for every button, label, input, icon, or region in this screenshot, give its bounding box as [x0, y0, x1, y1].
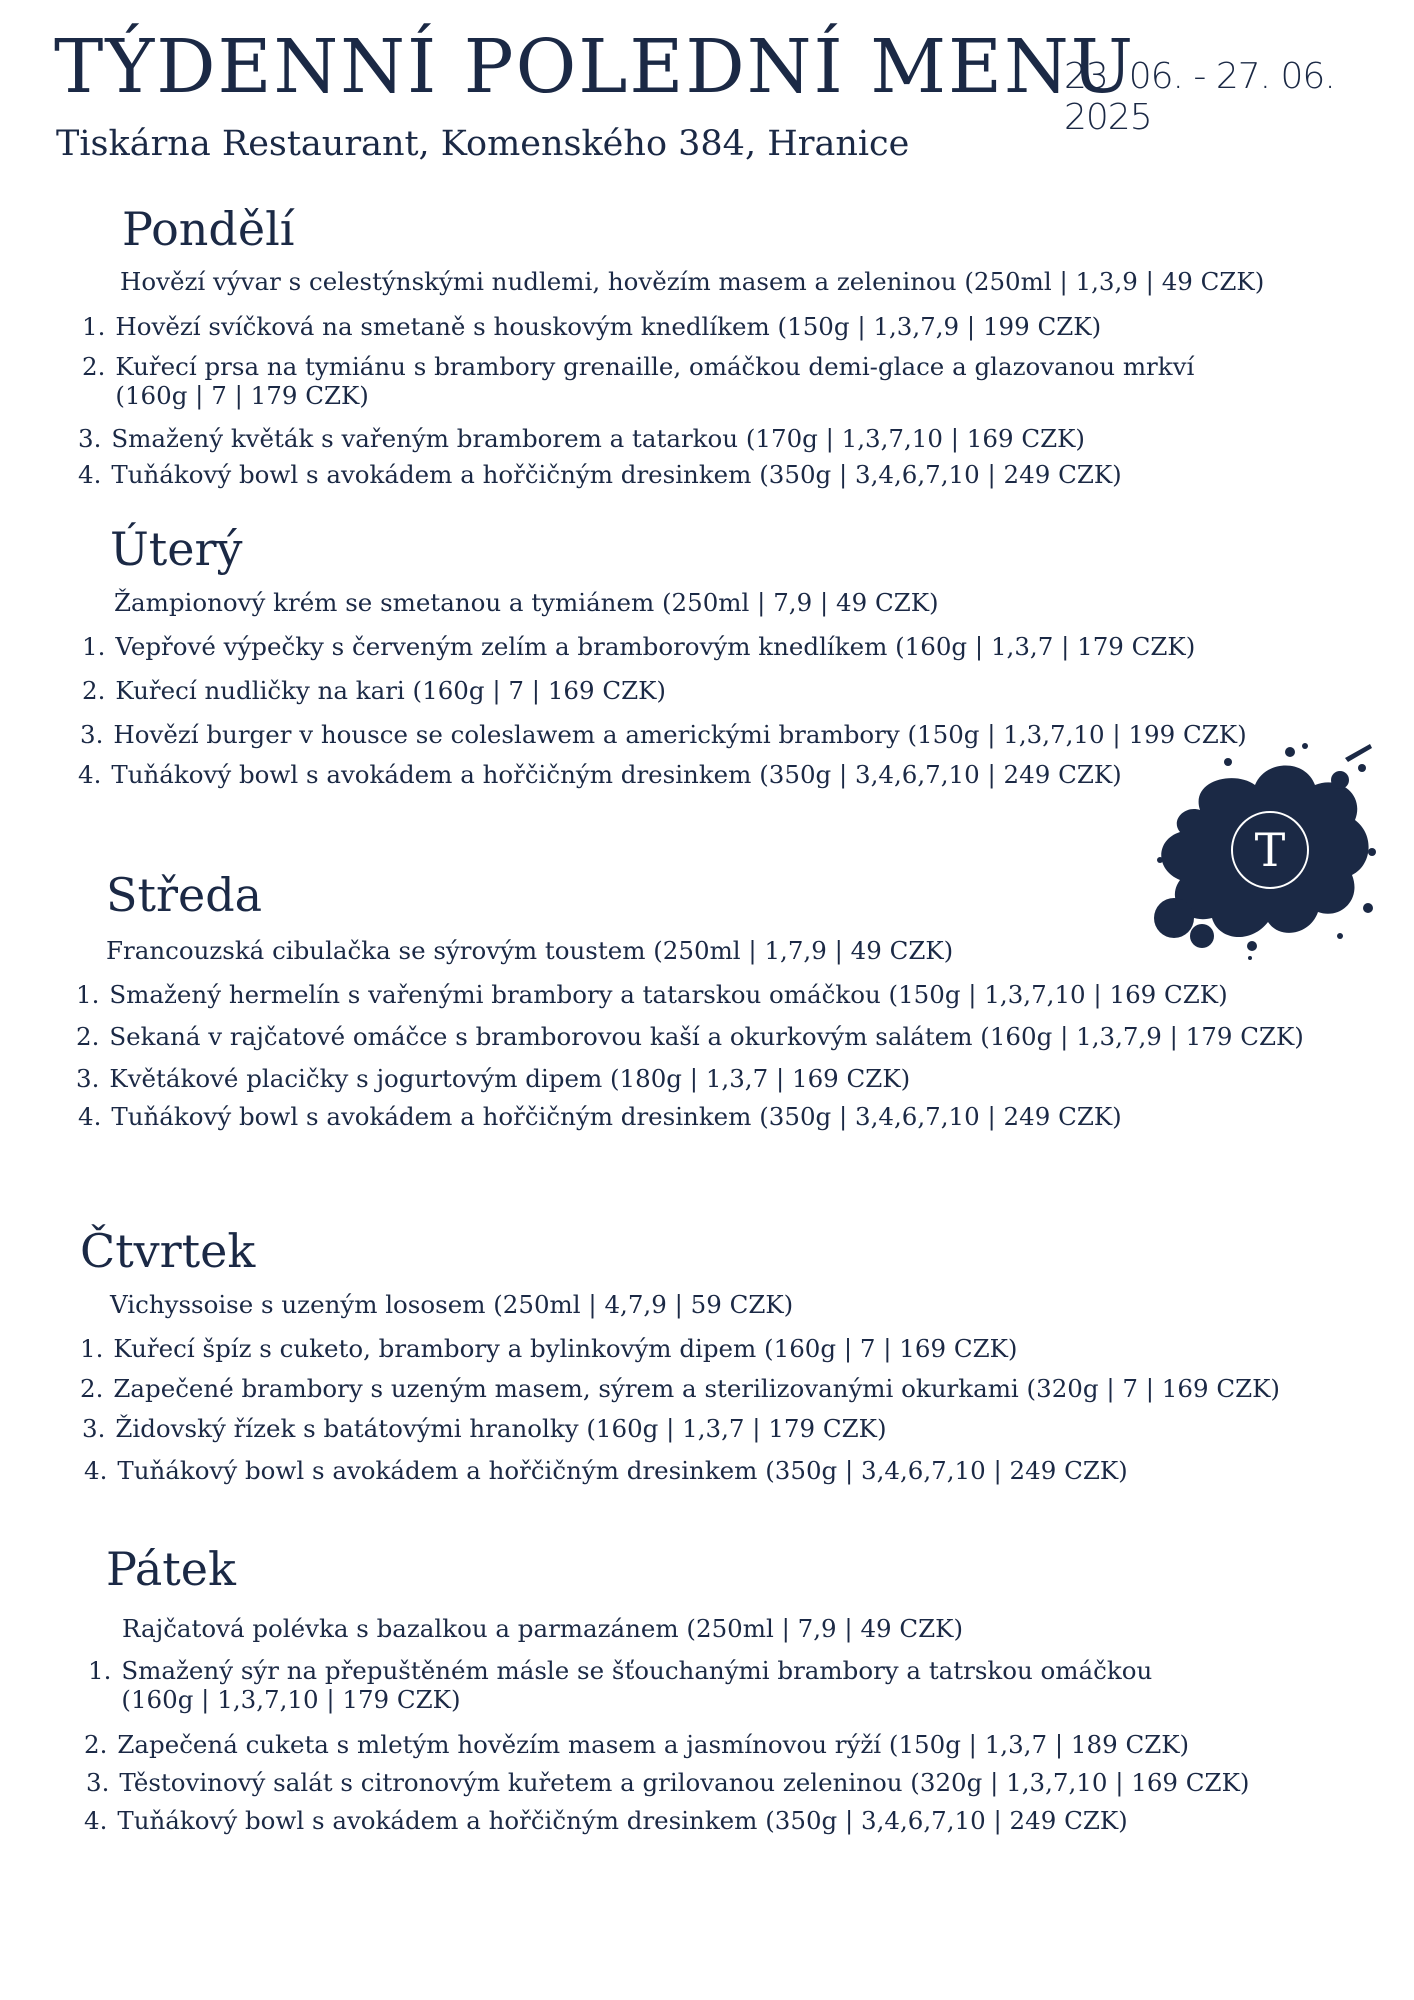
menu-item [82, 312, 1101, 341]
item-number: 1. [76, 980, 100, 1009]
soup-monday: Hovězí vývar s celestýnskými nudlemi, hovězím masem a zeleninou (250ml | 1,3,9 | 49 CZK) [120, 267, 1265, 296]
soup-thursday: Vichyssoise s uzeným lososem (250ml | 4,7,9 | 59 CZK) [110, 1290, 794, 1319]
menu-item [82, 1414, 887, 1443]
item-number: 4. [78, 460, 102, 489]
menu-item [80, 720, 1247, 749]
menu-item [88, 1656, 1152, 1715]
day-heading-wednesday: Středa [106, 868, 263, 922]
item-number: 3. [78, 424, 102, 453]
soup-wednesday: Francouzská cibulačka se sýrovým toustem (250ml | 1,7,9 | 49 CZK) [106, 936, 954, 965]
item-text: Hovězí svíčková na smetaně s houskovým knedlíkem (150g | 1,3,7,9 | 199 CZK) [115, 312, 1102, 341]
item-number: 3. [86, 1768, 110, 1797]
item-text-continued: (160g | 7 | 179 CZK) [115, 381, 369, 411]
menu-item [84, 1730, 1189, 1759]
item-number: 2. [82, 352, 106, 381]
item-text-continued: (160g | 1,3,7,10 | 179 CZK) [121, 1685, 461, 1715]
item-text: Tuňákový bowl s avokádem a hořčičným dresinkem (350g | 3,4,6,7,10 | 249 CZK) [111, 1102, 1122, 1131]
menu-item [78, 760, 1122, 789]
menu-item [80, 1374, 1280, 1403]
day-heading-monday: Pondělí [122, 202, 295, 256]
item-text: Tuňákový bowl s avokádem a hořčičným dresinkem (350g | 3,4,6,7,10 | 249 CZK) [111, 460, 1122, 489]
soup-friday: Rajčatová polévka s bazalkou a parmazánem (250ml | 7,9 | 49 CZK) [122, 1614, 964, 1643]
soup-tuesday: Žampionový krém se smetanou a tymiánem (250ml | 7,9 | 49 CZK) [114, 588, 939, 617]
day-heading-friday: Pátek [106, 1542, 236, 1596]
item-number: 1. [82, 312, 106, 341]
menu-item [76, 1064, 910, 1093]
item-number: 4. [78, 1102, 102, 1131]
item-text: Tuňákový bowl s avokádem a hořčičným dresinkem (350g | 3,4,6,7,10 | 249 CZK) [117, 1456, 1128, 1485]
item-text: Sekaná v rajčatové omáčce s bramborovou kaší a okurkovým salátem (160g | 1,3,7,9 | 179 CZK) [109, 1022, 1304, 1051]
item-text: Kuřecí prsa na tymiánu s brambory grenaille, omáčkou demi-glace a glazovanou mrkví [115, 352, 1195, 381]
menu-item [78, 424, 1085, 453]
item-text: Tuňákový bowl s avokádem a hořčičným dresinkem (350g | 3,4,6,7,10 | 249 CZK) [111, 760, 1122, 789]
item-number: 1. [88, 1656, 112, 1685]
menu-item [76, 1022, 1304, 1051]
item-text: Smažený květák s vařeným bramborem a tatarkou (170g | 1,3,7,10 | 169 CZK) [111, 424, 1085, 453]
item-text: Zapečená cuketa s mletým hovězím masem a jasmínovou rýží (150g | 1,3,7 | 189 CZK) [117, 1730, 1190, 1759]
menu-item [82, 632, 1195, 661]
item-number: 4. [84, 1806, 108, 1835]
item-number: 2. [80, 1374, 104, 1403]
item-number: 4. [78, 760, 102, 789]
item-text: Smažený sýr na přepuštěném másle se šťouchanými brambory a tatrskou omáčkou [121, 1656, 1153, 1685]
item-number: 2. [84, 1730, 108, 1759]
page-title: TÝDENNÍ POLEDNÍ MENU [54, 24, 1136, 110]
menu-item [82, 352, 1194, 411]
day-heading-tuesday: Úterý [110, 522, 243, 576]
day-heading-thursday: Čtvrtek [80, 1224, 256, 1278]
menu-item [82, 676, 666, 705]
menu-item [84, 1806, 1128, 1835]
item-text: Kuřecí špíz s cuketo, brambory a bylinkovým dipem (160g | 7 | 169 CZK) [113, 1334, 1018, 1363]
date-range: 23. 06. - 27. 06. 2025 [1064, 56, 1335, 138]
menu-item [84, 1456, 1128, 1485]
item-text: Zapečené brambory s uzeným masem, sýrem a sterilizovanými okurkami (320g | 7 | 169 CZK) [113, 1374, 1280, 1403]
logo-letter: T [1254, 823, 1286, 877]
item-text: Hovězí burger v housce se coleslawem a americkými brambory (150g | 1,3,7,10 | 199 CZK) [113, 720, 1247, 749]
item-number: 1. [82, 632, 106, 661]
item-number: 3. [76, 1064, 100, 1093]
item-number: 3. [82, 1414, 106, 1443]
menu-item [78, 460, 1122, 489]
item-number: 2. [76, 1022, 100, 1051]
item-number: 1. [80, 1334, 104, 1363]
item-text: Těstovinový salát s citronovým kuřetem a grilovanou zeleninou (320g | 1,3,7,10 | 169 CZK) [119, 1768, 1250, 1797]
menu-item [86, 1768, 1249, 1797]
ink-splash-logo-icon [1140, 740, 1380, 970]
menu-item [76, 980, 1228, 1009]
menu-item [80, 1334, 1018, 1363]
item-text: Květákové placičky s jogurtovým dipem (180g | 1,3,7 | 169 CZK) [109, 1064, 911, 1093]
item-number: 4. [84, 1456, 108, 1485]
item-text: Kuřecí nudličky na kari (160g | 7 | 169 CZK) [115, 676, 666, 705]
item-text: Vepřové výpečky s červeným zelím a bramborovým knedlíkem (160g | 1,3,7 | 179 CZK) [115, 632, 1196, 661]
item-number: 2. [82, 676, 106, 705]
item-text: Smažený hermelín s vařenými brambory a tatarskou omáčkou (150g | 1,3,7,10 | 169 CZK) [109, 980, 1228, 1009]
restaurant-address: Tiskárna Restaurant, Komenského 384, Hranice [56, 124, 910, 164]
item-number: 3. [80, 720, 104, 749]
item-text: Tuňákový bowl s avokádem a hořčičným dresinkem (350g | 3,4,6,7,10 | 249 CZK) [117, 1806, 1128, 1835]
item-text: Židovský řízek s batátovými hranolky (160g | 1,3,7 | 179 CZK) [115, 1414, 887, 1443]
menu-item [78, 1102, 1122, 1131]
